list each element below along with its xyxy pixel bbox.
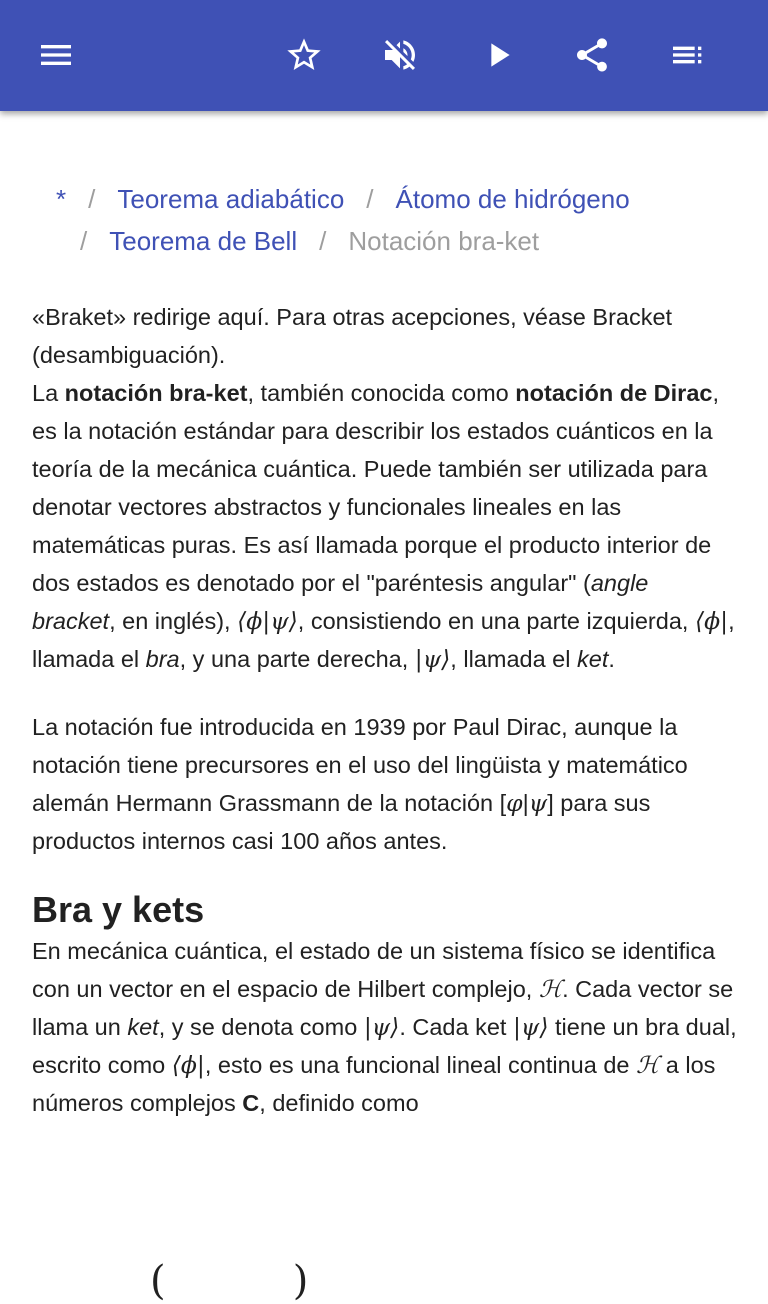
text: , en inglés), [109, 608, 238, 634]
contents-button[interactable] [664, 31, 712, 79]
mute-button[interactable] [376, 31, 424, 79]
hatnote: «Braket» redirige aquí. Para otras acepciones, véase Bracket (desambiguación). [32, 304, 673, 368]
bold-term: notación de Dirac [515, 380, 713, 406]
breadcrumb-separator: / [366, 184, 374, 214]
text: , definido como [259, 1090, 419, 1116]
play-button[interactable] [474, 31, 522, 79]
text: , consistiendo en una parte izquierda, [297, 608, 695, 634]
text: . Cada vector se llama un [32, 976, 734, 1040]
italic-term: bra [145, 646, 180, 672]
text: La notación fue introducida en 1939 por Paul Dirac, aunque la notación tiene precursores en el uso del lingüista y matemático alemán Hermann Grassmann de la notación [ [32, 714, 688, 816]
formula: ( ) [150, 1258, 309, 1304]
text: , llamada el [32, 608, 735, 672]
intro-paragraph [32, 374, 738, 678]
breadcrumb-separator: / [80, 226, 88, 256]
breadcrumb-link[interactable]: * [56, 184, 67, 214]
text: , esto es una funcional lineal continua de [204, 1052, 636, 1078]
text: a los números complejos [32, 1052, 716, 1116]
text: , y se denota como [158, 1014, 364, 1040]
app-bar [0, 0, 768, 111]
math: ℋ [538, 975, 563, 1003]
math: |ψ⟩ [414, 645, 451, 673]
math: φ [506, 789, 523, 817]
bold-term: C [242, 1090, 260, 1116]
text: En mecánica cuántica, el estado de un sistema físico se identifica con un vector en el espacio de Hilbert complejo, [32, 938, 716, 1002]
text: tiene un bra dual, escrito como [32, 1014, 737, 1078]
bold-term: notación bra-ket [64, 380, 248, 406]
math: |ψ⟩ [363, 1013, 400, 1041]
share-button[interactable] [568, 31, 616, 79]
breadcrumb-separator: / [88, 184, 96, 214]
breadcrumb-current: Notación bra-ket [348, 226, 540, 256]
favorite-button[interactable] [280, 31, 328, 79]
text: , es la notación estándar para describir los estados cuánticos en la teoría de la mecánica cuántica. Puede también ser utilizada para denotar vectores abstractos y funcionales lineales en las matemáticas puras. Es así llamada porque el producto interior de dos estados es denotado por el "paréntesis angular" ( [32, 380, 719, 596]
volume-off-icon [380, 35, 420, 75]
play-icon [478, 35, 518, 75]
math: |ψ⟩ [512, 1013, 549, 1041]
breadcrumb-link[interactable]: Átomo de hidrógeno [395, 184, 630, 214]
math: ⟨ϕ| [171, 1051, 205, 1079]
math: ψ [528, 789, 548, 817]
text: . Cada ket [399, 1014, 513, 1040]
text: La [32, 380, 65, 406]
text: ] para sus productos internos casi 100 años antes. [32, 790, 651, 854]
text: , y una parte derecha, [179, 646, 415, 672]
text: , también conocida como [247, 380, 516, 406]
playlist-icon [668, 35, 708, 75]
text: . [608, 646, 615, 672]
share-icon [572, 35, 612, 75]
menu-button[interactable] [32, 31, 80, 79]
menu-icon [36, 35, 76, 75]
section-paragraph [32, 932, 738, 1122]
math: ⟨ϕ| [694, 607, 729, 635]
text: | [522, 790, 529, 816]
section-heading: Bra y kets [32, 889, 205, 930]
breadcrumb [32, 178, 732, 262]
math: ℋ [636, 1051, 660, 1079]
breadcrumb-link[interactable]: Teorema de Bell [109, 226, 298, 256]
math: ⟨ϕ|ψ⟩ [237, 607, 298, 635]
star-icon [284, 35, 324, 75]
italic-term: ket [127, 1014, 159, 1040]
italic-term: angle bracket [32, 570, 649, 634]
text: , llamada el [450, 646, 577, 672]
history-paragraph [32, 708, 738, 860]
breadcrumb-separator: / [319, 226, 327, 256]
article-content [32, 298, 738, 1122]
breadcrumb-link[interactable]: Teorema adiabático [117, 184, 345, 214]
italic-term: ket [577, 646, 609, 672]
